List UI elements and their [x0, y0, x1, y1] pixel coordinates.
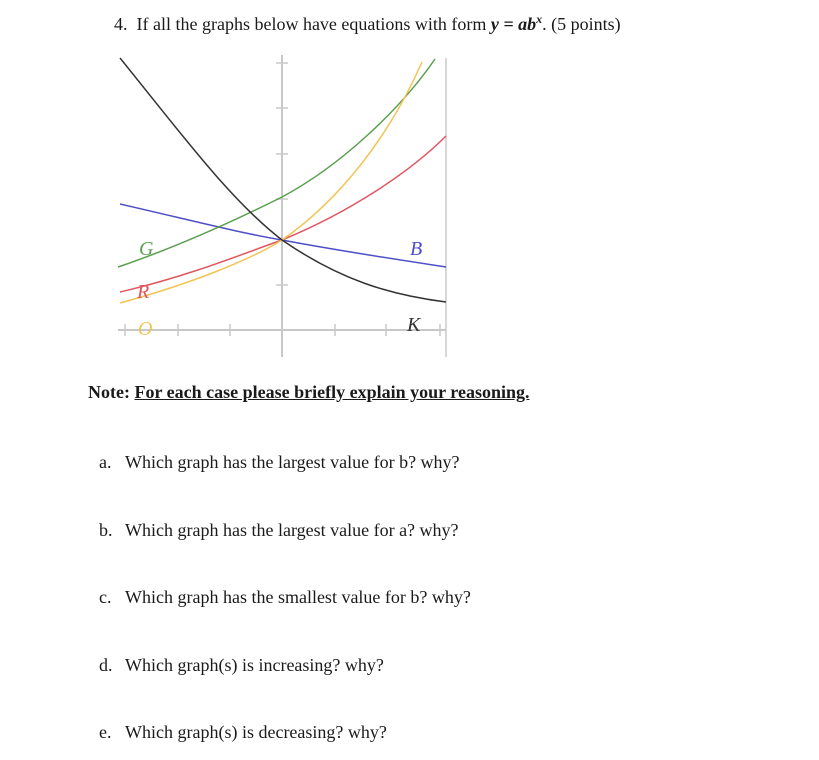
note	[88, 382, 529, 403]
question-letter: b.	[99, 520, 113, 540]
question-letter: a.	[99, 452, 112, 472]
question-letter: c.	[99, 587, 112, 607]
question-c	[99, 587, 471, 608]
question-number: 4.	[114, 14, 128, 34]
label-r: R	[137, 281, 150, 303]
curve-o	[120, 62, 422, 303]
question-body: Which graph(s) is decreasing? why?	[125, 722, 387, 742]
label-b: B	[410, 238, 423, 260]
question-suffix: . (5 points)	[542, 14, 621, 34]
question-d	[99, 655, 384, 676]
question-body: Which graph has the largest value for a? why?	[125, 520, 459, 540]
label-g: G	[139, 238, 154, 260]
question-a	[99, 452, 460, 473]
question-e	[99, 722, 387, 743]
question-letter: e.	[99, 722, 112, 742]
note-text: For each case please briefly explain your reasoning.	[134, 382, 530, 402]
label-k: K	[407, 314, 421, 336]
question-title	[114, 12, 621, 35]
label-o: O	[138, 318, 153, 340]
question-letter: d.	[99, 655, 113, 675]
note-label: Note:	[88, 382, 130, 402]
exponential-graphs-chart	[110, 50, 455, 362]
question-body: Which graph(s) is increasing? why?	[125, 655, 384, 675]
question-equation: y = ab	[490, 14, 537, 34]
question-b	[99, 520, 459, 541]
question-body: Which graph has the smallest value for b? why?	[125, 587, 471, 607]
question-text: If all the graphs below have equations with form	[136, 14, 487, 34]
question-exponent: x	[536, 12, 543, 26]
question-body: Which graph has the largest value for b? why?	[125, 452, 460, 472]
